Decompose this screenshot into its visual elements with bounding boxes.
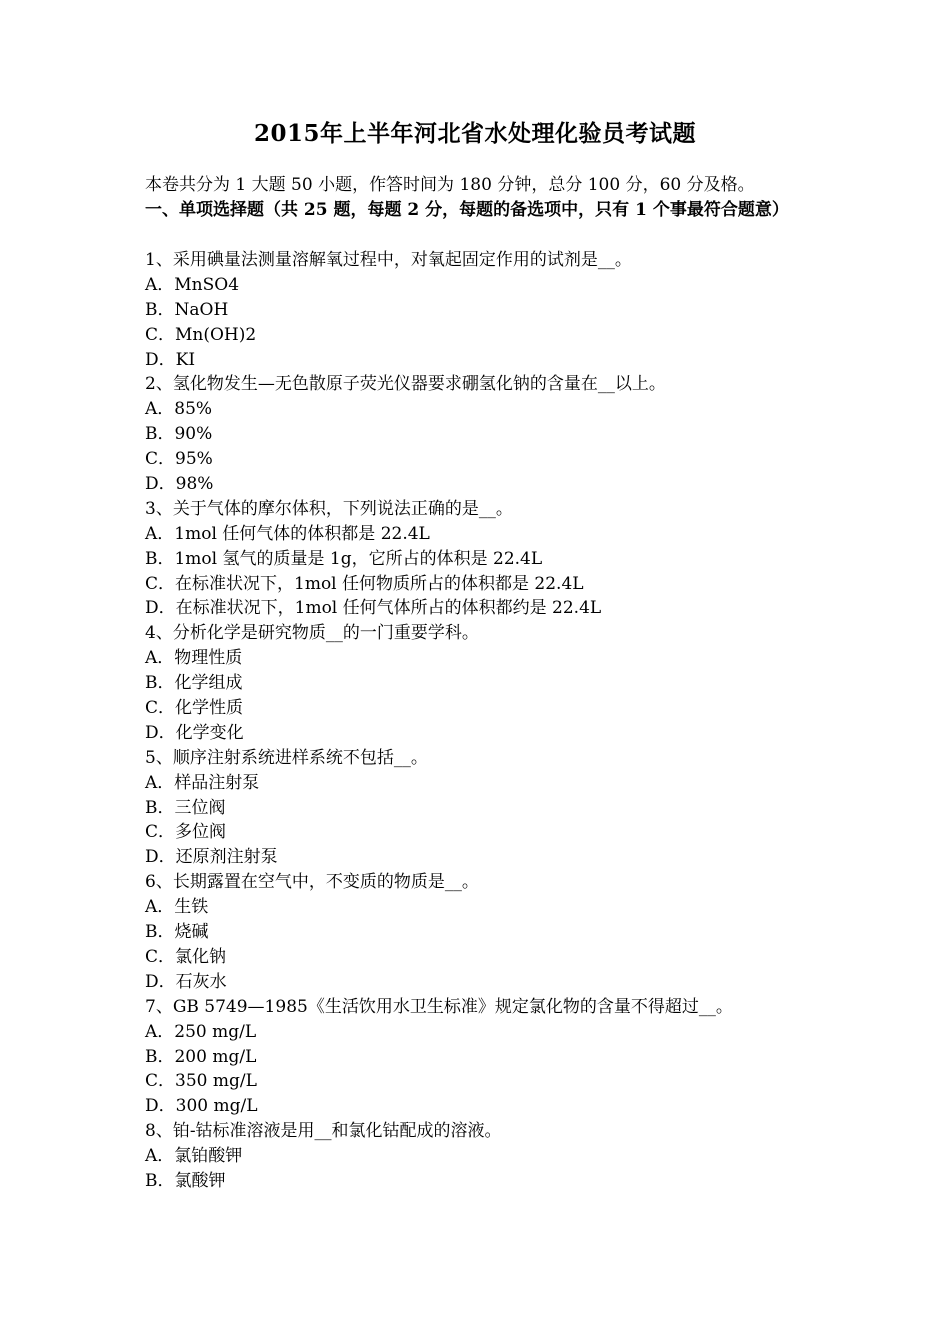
answer-option: A．生铁 (145, 897, 209, 918)
section-heading: 一、单项选择题（共 25 题，每题 2 分，每题的备选项中，只有 1 个事最符合题意） (145, 200, 789, 220)
question-stem: 1、采用碘量法测量溶解氧过程中，对氧起固定作用的试剂是__。 (145, 250, 632, 270)
answer-option: C．350 mg/L (145, 1071, 257, 1092)
answer-option: D．化学变化 (145, 722, 244, 743)
answer-option: B．1mol 氢气的质量是 1g，它所占的体积是 22.4L (145, 548, 543, 569)
answer-option: B．烧碱 (145, 922, 209, 943)
answer-option: D．300 mg/L (145, 1096, 258, 1117)
answer-option: C．在标准状况下，1mol 任何物质所占的体积都是 22.4L (145, 573, 584, 594)
answer-option: C．多位阀 (145, 822, 227, 843)
answer-option: A．氯铂酸钾 (145, 1146, 243, 1167)
question-stem: 3、关于气体的摩尔体积，下列说法正确的是__。 (145, 498, 513, 519)
answer-option: D．石灰水 (145, 971, 227, 992)
answer-option: C．Mn(OH)2 (145, 324, 257, 345)
question-list (145, 248, 825, 1194)
answer-option: A．物理性质 (145, 648, 243, 669)
answer-option: D．在标准状况下，1mol 任何气体所占的体积都约是 22.4L (145, 598, 602, 619)
answer-option: B．化学组成 (145, 673, 243, 694)
question-stem: 2、氢化物发生—无色散原子荧光仪器要求硼氢化钠的含量在__以上。 (145, 374, 666, 395)
question-stem: 6、长期露置在空气中，不变质的物质是__。 (145, 872, 479, 893)
question-stem: 8、铂-钴标准溶液是用__和氯化钴配成的溶液。 (145, 1121, 502, 1142)
answer-option: B．NaOH (145, 299, 229, 320)
answer-option: A．1mol 任何气体的体积都是 22.4L (145, 523, 430, 544)
answer-option: D．还原剂注射泵 (145, 847, 278, 868)
answer-option: D．KI (145, 349, 196, 370)
answer-option: A．MnSO4 (145, 274, 240, 295)
answer-option: A．85% (145, 399, 213, 420)
answer-option: B．200 mg/L (145, 1046, 257, 1067)
answer-option: A．样品注射泵 (145, 772, 260, 793)
answer-option: B．90% (145, 424, 213, 445)
answer-option: A．250 mg/L (145, 1021, 257, 1042)
answer-option: B．氯酸钾 (145, 1170, 226, 1191)
answer-option: D．98% (145, 474, 214, 495)
exam-intro: 本卷共分为 1 大题 50 小题，作答时间为 180 分钟，总分 100 分，60 分及格。 (145, 175, 755, 195)
answer-option: B．三位阀 (145, 797, 226, 818)
question-stem: 5、顺序注射系统进样系统不包括__。 (145, 747, 428, 768)
answer-option: C．化学性质 (145, 698, 244, 719)
question-stem: 4、分析化学是研究物质__的一门重要学科。 (145, 623, 479, 644)
answer-option: C．95% (145, 449, 213, 470)
answer-option: C．氯化钠 (145, 946, 227, 967)
question-stem: 7、GB 5749—1985《生活饮用水卫生标准》规定氯化物的含量不得超过__。 (145, 996, 733, 1017)
page-title: 2015年上半年河北省水处理化验员考试题 (253, 120, 696, 147)
